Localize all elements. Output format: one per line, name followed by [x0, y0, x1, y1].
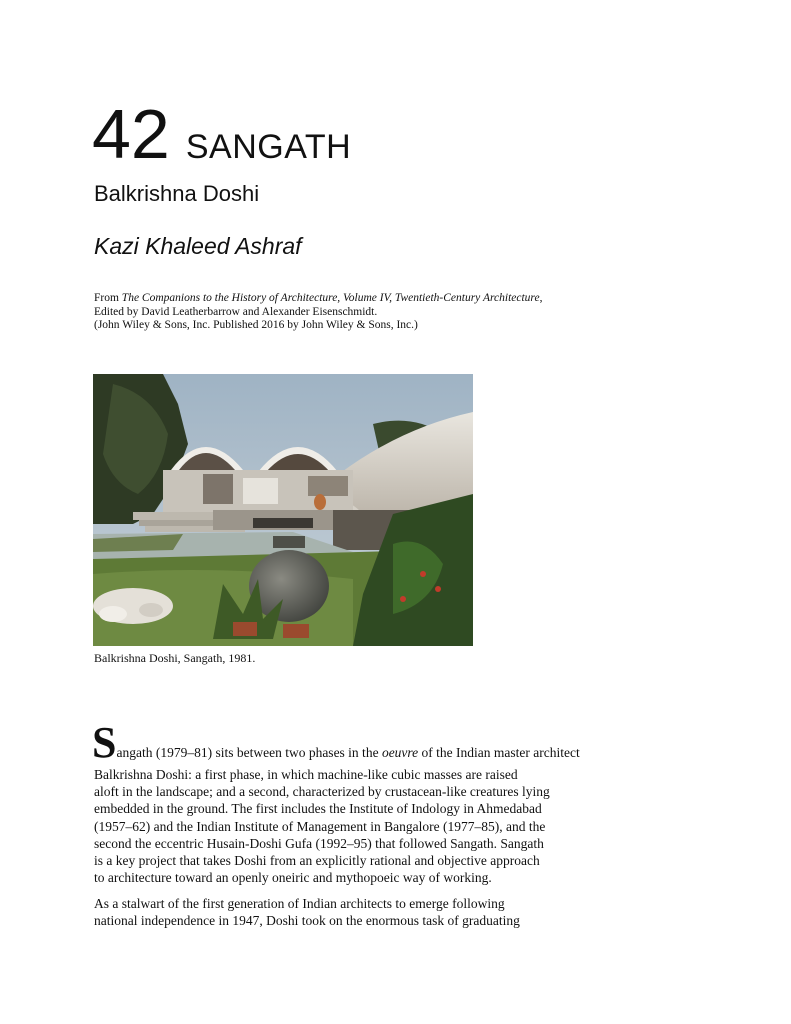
text-line: to architecture toward an openly oneiric and mythopoeic way of working. — [94, 870, 492, 886]
source-line-1 — [94, 292, 542, 306]
body-first-line — [92, 718, 580, 767]
chapter-title: SANGATH — [185, 128, 352, 166]
source-line-3: (John Wiley & Sons, Inc. Published 2016 by John Wiley & Sons, Inc.) — [94, 319, 418, 331]
first-line-part-b: of the Indian master architect — [418, 745, 580, 760]
text-line: (1957–62) and the Indian Institute of Management in Bangalore (1977–85), and the — [94, 818, 546, 834]
text-line: second the eccentric Husain-Doshi Gufa (1992–95) that followed Sangath. Sangath — [94, 835, 544, 851]
body-paragraph-2 — [94, 895, 634, 929]
chapter-heading — [92, 96, 351, 172]
source-prefix: From — [94, 292, 122, 304]
drop-cap: S — [92, 718, 117, 767]
first-line-part-a: angath (1979–81) sits between two phases in the — [116, 745, 382, 760]
body-paragraph-1 — [94, 766, 634, 886]
text-line: aloft in the landscape; and a second, characterized by crustacean-like creatures lying — [94, 784, 550, 800]
text-line: is a key project that takes Doshi from an explicitly rational and objective approach — [94, 853, 540, 869]
text-line: national independence in 1947, Doshi took on the enormous task of graduating — [94, 913, 520, 929]
text-line: As a stalwart of the first generation of Indian architects to emerge following — [94, 896, 505, 911]
source-line-2: Edited by David Leatherbarrow and Alexander Eisenschmidt. — [94, 305, 378, 318]
source-citation — [94, 292, 542, 333]
chapter-number: 42 — [92, 95, 170, 173]
text-line: embedded in the ground. The first includes the Institute of Indology in Ahmedabad — [94, 801, 542, 817]
first-line-italic: oeuvre — [381, 745, 419, 760]
chapter-subject: Balkrishna Doshi — [94, 181, 260, 206]
chapter-author: Kazi Khaleed Ashraf — [94, 233, 302, 259]
source-suffix: , — [539, 292, 543, 304]
figure-caption: Balkrishna Doshi, Sangath, 1981. — [94, 651, 256, 665]
text-line: Balkrishna Doshi: a first phase, in which machine-like cubic masses are raised — [94, 767, 518, 782]
sangath-photo — [93, 374, 473, 646]
source-book-title: The Companions to the History of Architecture, Volume IV, Twentieth-Century Architecture — [121, 292, 540, 304]
